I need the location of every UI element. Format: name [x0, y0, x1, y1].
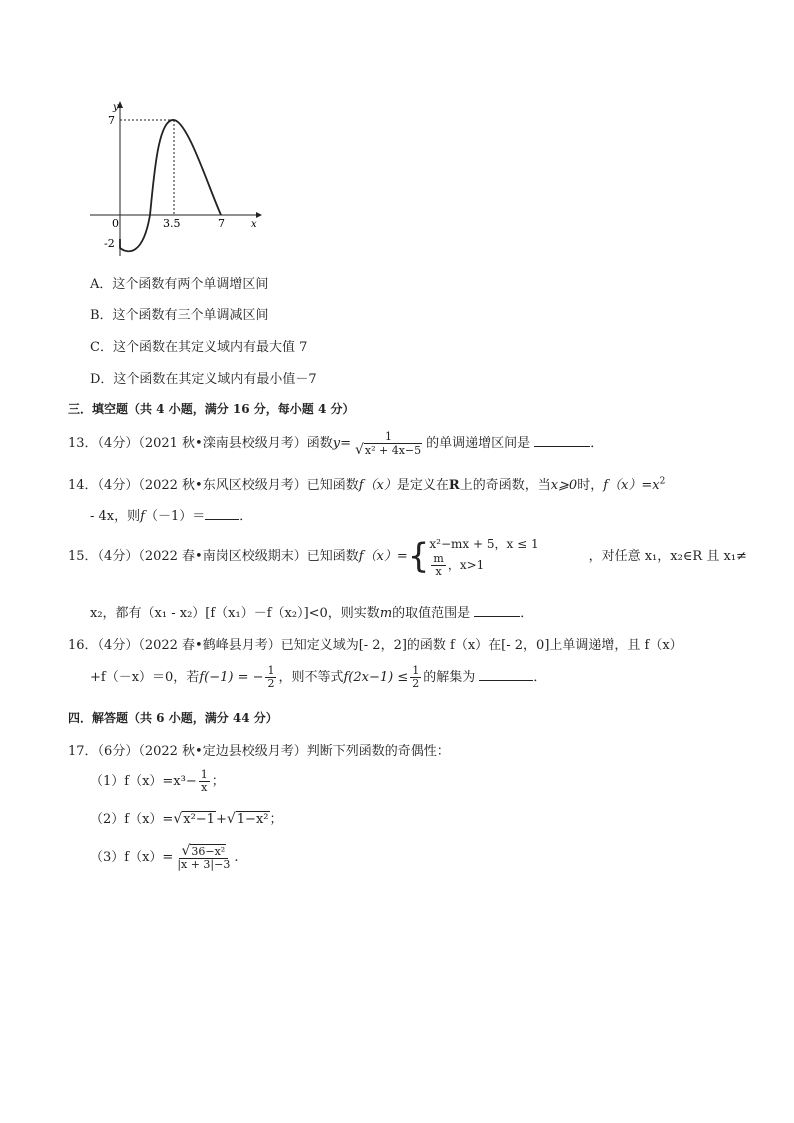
- q14-line2b: （－1）＝: [144, 509, 206, 524]
- question-13: 13．（4分）（2021 秋•滦南县校级月考）函数y= $\frac{1}{\text{√x² + 4x−5}}$ 的单调递增区间是 ．: [68, 429, 604, 458]
- x-tick-end: 7: [218, 217, 225, 230]
- q15-answer-blank: [474, 615, 520, 617]
- q16-frac2: [410, 665, 421, 690]
- question-16-line2: +f（－x）＝0，若f(−1) = − $\frac{1}{2}$ ，则不等式f(2x−1) ≤ $\frac{1}{2}$ 的解集为 ．: [90, 664, 547, 690]
- function-curve: [120, 120, 221, 251]
- y-tick-bottom: -2: [104, 237, 115, 250]
- section-4-title: 四．解答题（共 6 小题，满分 44 分）: [68, 711, 278, 725]
- q17-part2: （2）f（x）=√x²−1+√1−x²；: [90, 811, 283, 827]
- q15-m: m: [379, 606, 393, 621]
- q16-line2b: ，则不等式: [278, 670, 344, 685]
- q16-answer-blank: [479, 679, 533, 681]
- q15-line2b: 的取值范围是: [392, 606, 471, 621]
- q15-eq: =: [396, 549, 408, 564]
- q15-fx: f（x）: [358, 549, 397, 564]
- q14-eq: =: [641, 478, 653, 493]
- q13-answer-blank: [534, 445, 590, 447]
- q15-suffix: ，对任意 x₁，x₂∈R 且 x₁≠: [588, 549, 747, 564]
- q16-line2a: +f（－x）＝0，若: [90, 670, 200, 685]
- option-d: D．这个函数在其定义域内有最小值－7: [90, 372, 317, 387]
- q17-p2a: （2）f（x）=: [90, 812, 174, 827]
- q16-frac1-num: 1: [267, 664, 275, 677]
- y-axis-label: y: [113, 102, 119, 113]
- option-c: C．这个函数在其定义域内有最大值 7: [90, 340, 308, 355]
- section-3-title: 三．填空题（共 4 小题，满分 16 分，每小题 4 分）: [68, 402, 355, 416]
- q14-cond: x⩾0: [550, 478, 578, 493]
- question-14-line1: [68, 474, 665, 493]
- q16-frac2-den: 2: [412, 677, 420, 690]
- question-16-line1: 16．（4分）（2022 春•鹤峰县月考）已知定义域为[- 2，2]的函数 f（x）在[- 2，0]上单调递增，且 f（x）: [68, 638, 683, 653]
- q14-answer-blank: [205, 518, 239, 520]
- q14-line1c: 上的奇函数，当: [459, 478, 551, 493]
- q14-sup: 2: [659, 476, 666, 487]
- q17-part3: [90, 836, 239, 880]
- q17-p2-r1: x²−1: [183, 812, 215, 827]
- q16-frac1: [265, 665, 276, 690]
- q15-prefix: 15．（4分）（2022 春•南岗区校级期末）已知函数: [68, 549, 359, 564]
- q17-p3a: （3）f（x）=: [90, 850, 174, 865]
- q17-part1: [90, 764, 225, 800]
- x-axis-label: x: [251, 219, 257, 230]
- q16-frac1-den: 2: [267, 677, 275, 690]
- q17-p1b: ；: [211, 774, 225, 789]
- q15-piece2-num: m: [433, 551, 444, 565]
- q17-p2-plus: +: [215, 812, 227, 827]
- x-axis-arrow: [256, 212, 262, 218]
- option-b: B．这个函数有三个单调减区间: [90, 308, 269, 323]
- origin-label: 0: [112, 217, 119, 230]
- q13-prefix: 13．（4分）（2021 秋•滦南县校级月考）函数: [68, 436, 333, 451]
- question-15-line1: [68, 534, 747, 580]
- q14-x: x: [652, 478, 660, 493]
- question-14-line2: - 4x，则f（－1）＝ ．: [90, 509, 253, 524]
- q15-piece2-den: x: [435, 564, 442, 578]
- q17-p1-den: x: [201, 781, 208, 794]
- q17-p1-num: 1: [200, 768, 208, 781]
- q13-fraction: [353, 431, 424, 457]
- q17-p1a: （1）f（x）=x³−: [90, 774, 197, 789]
- q14-line1b: 是定义在: [396, 478, 449, 493]
- q15-piece1: x²−mx + 5，x ≤ 1: [429, 536, 539, 551]
- q17-p3-frac: $\frac{\text{√36−x²}}{|x + 3|-3}$: [177, 842, 231, 871]
- q15-piece2-cond: ，x>1: [447, 557, 485, 572]
- q14-line1a: 14．（4分）（2022 秋•东风区校级月考）已知函数: [68, 478, 359, 493]
- q14-fx: f（x）: [358, 478, 397, 493]
- question-17-title: 17．（6分）（2022 秋•定边县校级月考）判断下列函数的奇偶性：: [68, 744, 450, 759]
- q16-ineq: f(2x−1) ≤: [343, 670, 409, 685]
- q13-suffix: 的单调递增区间是: [426, 436, 531, 451]
- q16-cond: f(−1) = −: [199, 670, 264, 685]
- q15-line2a: x₂，都有（x₁ - x₂）[f（x₁）－f（x₂）]<0，则实数: [90, 606, 380, 621]
- y-tick-top: 7: [108, 114, 115, 127]
- option-a: A．这个函数有两个单调增区间: [90, 277, 269, 292]
- q16-frac2-num: 1: [412, 664, 420, 677]
- q13-y: y: [332, 436, 341, 451]
- q13-num: 1: [385, 429, 393, 443]
- q14-R: R: [448, 478, 460, 493]
- q17-p3-num: 36−x²: [191, 844, 226, 858]
- q13-eq: =: [340, 436, 351, 451]
- function-graph: [88, 96, 268, 261]
- q14-fx2: f（x）: [603, 478, 642, 493]
- question-15-line2: x₂，都有（x₁ - x₂）[f（x₁）－f（x₂）]<0，则实数m的取值范围是 ．: [90, 606, 534, 621]
- q14-line1d: 时，: [577, 478, 604, 493]
- q15-piece2: [429, 553, 538, 578]
- q15-brace: {: [407, 536, 430, 577]
- q17-p3-den: |x + 3|−3: [177, 857, 231, 871]
- x-tick-mid: 3.5: [163, 217, 181, 230]
- q17-p2b: ；: [269, 812, 283, 827]
- q13-radicand: x² + 4x−5: [364, 443, 422, 457]
- q14-f: f: [140, 509, 145, 524]
- q17-p2-r2: 1−x²: [236, 812, 269, 827]
- q14-line2a: - 4x，则: [90, 509, 141, 524]
- q13-den: √x² + 4x−5: [354, 441, 422, 458]
- q15-piecewise: [429, 536, 538, 578]
- q16-line2c: 的解集为: [423, 670, 476, 685]
- q17-p3b: .: [234, 850, 239, 865]
